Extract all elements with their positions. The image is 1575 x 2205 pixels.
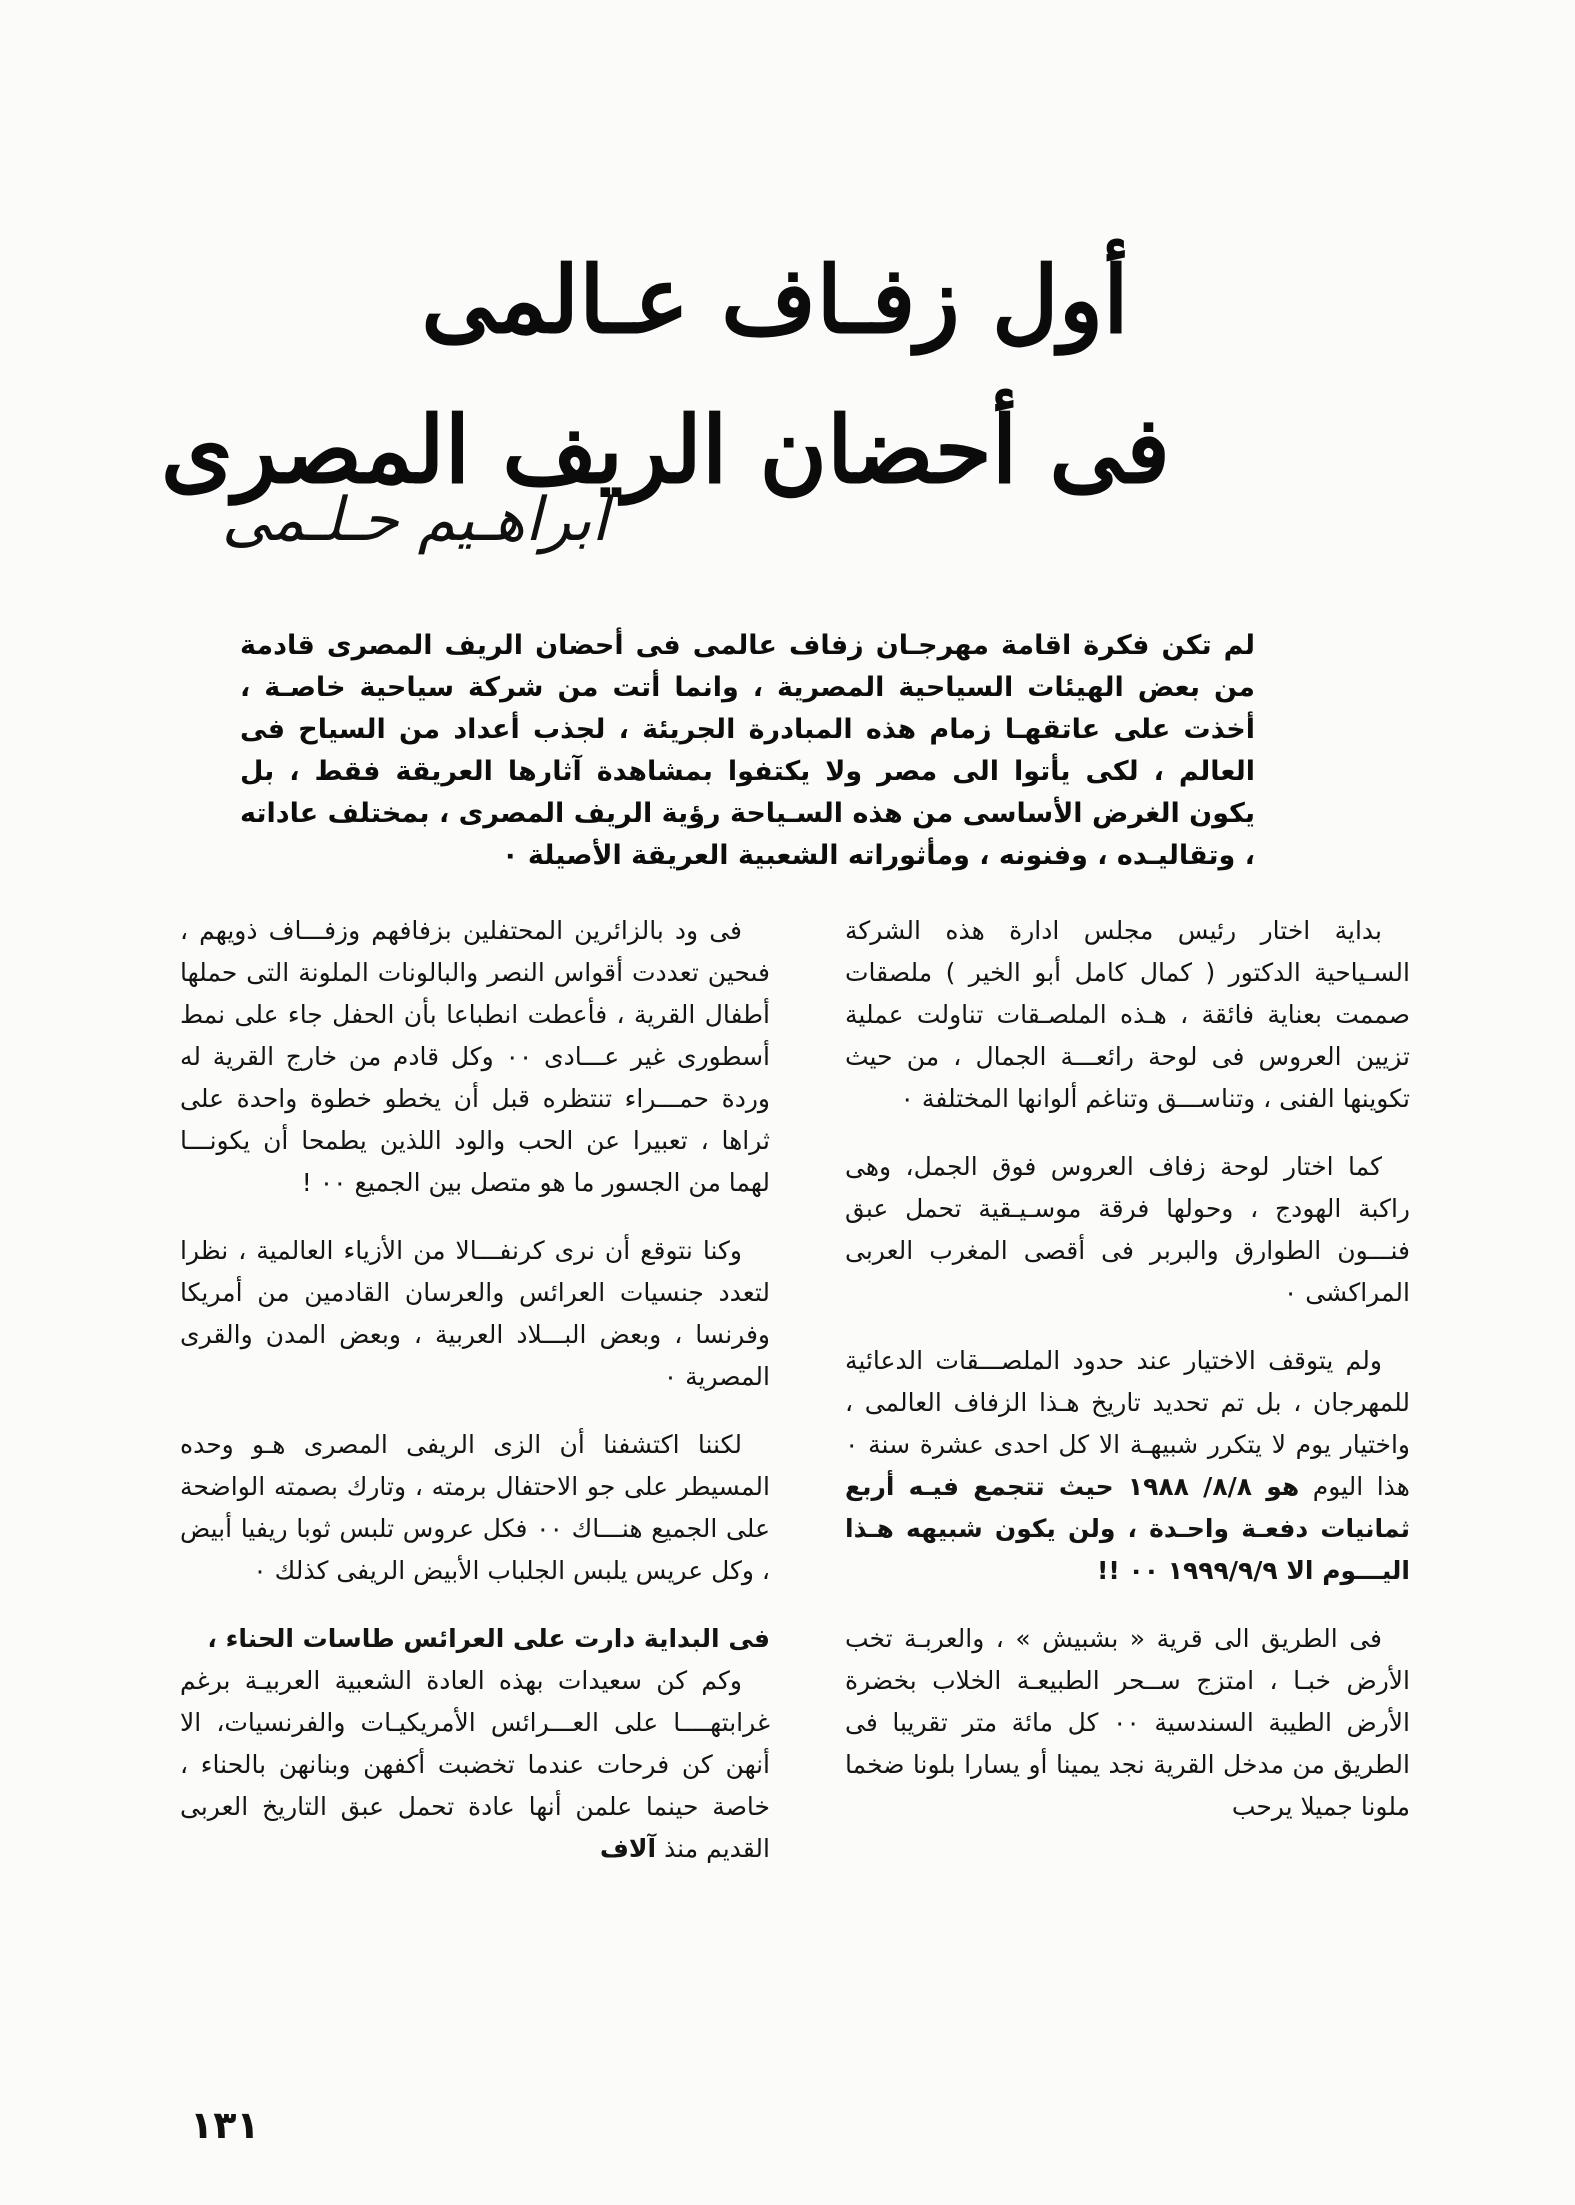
article-intro: لم تكن فكرة اقامة مهرجـان زفاف عالمى فى أحضان الريف المصرى قادمة من بعض الهيئات السياحية المصرية ، وانما أتت من شركة سياحية خاصـة ، أخذت على عاتقهـا زمام هذه المبادرة الجريئة ، لجذب أعداد من السياح فى العالم ، لكى يأتوا الى مصر ولا يكتفوا بمشاهدة آثارها العريقة فقط ، بل يكون الغرض الأساسى من هذه السـياحة رؤية الريف المصرى ، بمختلف عاداته ، وتقاليـده ، وفنونه ، ومأثوراته الشعبية العريقة الأصيلة ٠ — [240, 630, 1255, 871]
left-paragraph-4-bold-end: آلاف — [599, 1834, 657, 1863]
article-title-line-2: فى أحضان الريف المصرى — [160, 396, 1170, 504]
right-paragraph-1: بداية اختار رئيس مجلس ادارة هذه الشركة السـياحية الدكتور ( كمال كامل أبو الخير ) ملصقات صممت بعناية فائقة ، هـذه الملصـقات تناولت عملية تزيين العروس فى لوحة رائعـــة الجمال ، من حيث تكوينها الفنى ، وتناســـق وتناغم ألوانها المختلفة ٠ — [845, 916, 1410, 1113]
right-paragraph-3 — [845, 1340, 1410, 1592]
right-paragraph-3-text: ولم يتوقف الاختيار عند حدود الملصـــقات الدعائية للمهرجان ، بل تم تحديد تاريخ هـذا الزفاف العالمى ، واختيار يوم لا يتكرر شبيهـة الا كل احدى عشرة سنة ٠ هذا اليوم — [845, 1346, 1410, 1501]
left-paragraph-1: فى ود بالزائرين المحتفلين بزفافهم وزفـــاف ذويهم ، فىحين تعددت أقواس النصر والبالونات الملونة التى حملها أطفال القرية ، فأعطت انطباعا بأن الحفل جاء على نمط أسطورى غير عـــادى ٠٠ وكل قادم من خارج القرية له وردة حمـــراء تنتظره قبل أن يخطو خطوة واحدة على ثراها ، تعبيرا عن الحب والود اللذين يطمحا أن يكونـــا لهما من الجسور ما هو متصل بين الجميع ٠٠ ! — [180, 916, 770, 1197]
left-paragraph-2: وكنا نتوقع أن نرى كرنفـــالا من الأزياء العالمية ، نظرا لتعدد جنسيات العرائس والعرسان القادمين من أمريكا وفرنسا ، وبعض البـــلاد العربية ، وبعض المدن والقرى المصرية ٠ — [180, 1236, 770, 1391]
right-paragraph-4: فى الطريق الى قرية « بشبيش » ، والعربـة تخب الأرض خبـا ، امتزج ســحر الطبيعـة الخلاب بخضرة الأرض الطيبة السندسية ٠٠ كل مائة متر تقريبا فى الطريق من مدخل القرية نجد يمينا أو يسارا بلونا ضخما ملونا جميلا يرحب — [845, 1624, 1410, 1821]
right-paragraph-2: كما اختار لوحة زفاف العروس فوق الجمل، وهى راكبة الهودج ، وحولها فرقة موسـيـقية تحمل عبق فنـــون الطوارق والبربر فى أقصى المغرب العربى المراكشى ٠ — [845, 1152, 1410, 1307]
article-title-line-1: أول زفـاف عـالمى — [421, 246, 1129, 354]
left-subheading: فى البداية دارت على العرائس طاسات الحناء ، — [207, 1624, 770, 1653]
author-byline: ابراهـيم حـلـمى — [221, 485, 609, 555]
page-number: ١٣١ — [190, 2103, 260, 2147]
left-paragraph-3: لكننا اكتشفنا أن الزى الريفى المصرى هـو وحده المسيطر على جو الاحتفال برمته ، وتارك بصمته الواضحة على الجميع هنـــاك ٠٠ فكل عروس تلبس ثوبا ريفيا أبيض ، وكل عريس يلبس الجلباب الأبيض الريفى كذلك ٠ — [180, 1430, 770, 1585]
left-paragraph-4 — [180, 1660, 770, 1870]
left-paragraph-4-text: وكم كن سعيدات بهذه العادة الشعبية العربيـة برغم غرابتهــــا على العـــرائس الأمريكيـات والفرنسيات، الا أنهن كن فرحات عندما تخضبت أكفهن وبنانهن بالحناء ، خاصة حينما علمن أنها عادة تحمل عبق التاريخ العربى القديم منذ — [180, 1666, 770, 1863]
right-paragraph-3-bold: هو ٨/٨/ ١٩٨٨ حيث تتجمع فيـه أربع ثمانيات دفعـة واحـدة ، ولن يكون شبيهه هـذا اليـــوم الا ١٩٩٩/٩/٩ ٠٠ !! — [845, 1472, 1410, 1585]
right-column — [845, 910, 1410, 1854]
left-column — [180, 910, 770, 1896]
